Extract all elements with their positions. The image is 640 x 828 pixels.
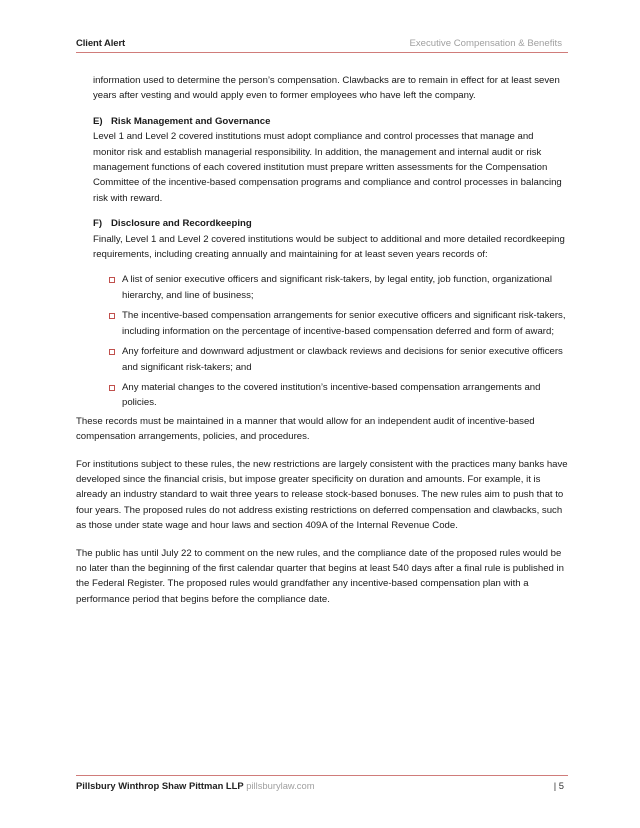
square-bullet-icon bbox=[109, 313, 115, 319]
section-f-heading bbox=[93, 216, 568, 231]
paragraph-comment-period: The public has until July 22 to comment on the new rules, and the compliance date of the proposed rules would be no later than the beginning of the first calendar quarter that begins at least 540 days after a final rule is published in the Federal Register. The proposed rules would grandfather any incentive-based compensation plan with a performance period that begins before the compliance date. bbox=[76, 547, 564, 605]
header-doc-type: Client Alert bbox=[76, 38, 126, 49]
list-item: The incentive-based compensation arrangements for senior executive officers and significant risk-takers, including information on the percentage of incentive-based compensation deferred and form of award; bbox=[109, 308, 568, 339]
paragraph-institutions: For institutions subject to these rules, the new restrictions are largely consistent with the practices many banks have developed since the financial crisis, but impose greater specificity on duration and amounts. For example, it is already an industry standard to wait three years to release stock-based bonuses. The new rules aim to push that to four years. The proposed rules do not address existing restrictions on deferred compensation and clawbacks, such as those under state wage and hour laws and section 409A of the Internal Revenue Code. bbox=[76, 458, 568, 532]
header-divider bbox=[76, 52, 568, 53]
section-f bbox=[93, 216, 568, 410]
header-practice-area: Executive Compensation & Benefits bbox=[409, 38, 562, 49]
section-f-letter: F) bbox=[93, 218, 103, 230]
footer-firm-name: Pillsbury Winthrop Shaw Pittman LLP bbox=[76, 780, 244, 791]
page-footer bbox=[76, 780, 568, 794]
section-e bbox=[93, 114, 568, 206]
section-e-letter: E) bbox=[93, 115, 103, 127]
records-list bbox=[93, 272, 568, 410]
paragraph-records-audit: These records must be maintained in a manner that would allow for an independent audit of incentive-based compensation arrangements, policies, and procedures. bbox=[76, 415, 535, 443]
section-e-text: Level 1 and Level 2 covered institutions must adopt compliance and control processes that manage and monitor risk and establish managerial responsibility. In addition, the management and internal audit or risk management functions of each covered institution must prepare written assessments for the Compensation Committee of the incentive-based compensation programs and compliance and control processes in balancing risk with reward. bbox=[93, 131, 562, 204]
list-item: Any material changes to the covered institution’s incentive-based compensation arrangements and policies. bbox=[109, 380, 568, 411]
section-f-text: Finally, Level 1 and Level 2 covered institutions would be subject to additional and more detailed recordkeeping requirements, including creating annually and maintaining for at least seven years records of: bbox=[93, 233, 565, 261]
square-bullet-icon bbox=[109, 349, 115, 355]
section-f-title: Disclosure and Recordkeeping bbox=[111, 218, 252, 230]
list-item: A list of senior executive officers and significant risk-takers, by legal entity, job function, organizational hierarchy, and line of business; bbox=[109, 272, 568, 303]
section-e-heading bbox=[93, 114, 568, 129]
footer-divider bbox=[76, 775, 568, 776]
page-header bbox=[76, 34, 566, 52]
section-e-title: Risk Management and Governance bbox=[111, 115, 271, 127]
page-content bbox=[76, 73, 568, 607]
page-number: | 5 bbox=[553, 780, 564, 791]
footer-website-link[interactable]: pillsburylaw.com bbox=[246, 780, 315, 791]
continued-paragraph: information used to determine the person’s compensation. Clawbacks are to remain in effect for at least seven years after vesting and would apply even to former employees who have left the company. bbox=[93, 75, 560, 102]
list-item: Any forfeiture and downward adjustment or clawback reviews and decisions for senior executive officers and significant risk-takers; and bbox=[109, 344, 568, 375]
square-bullet-icon bbox=[109, 277, 115, 283]
square-bullet-icon bbox=[109, 385, 115, 391]
